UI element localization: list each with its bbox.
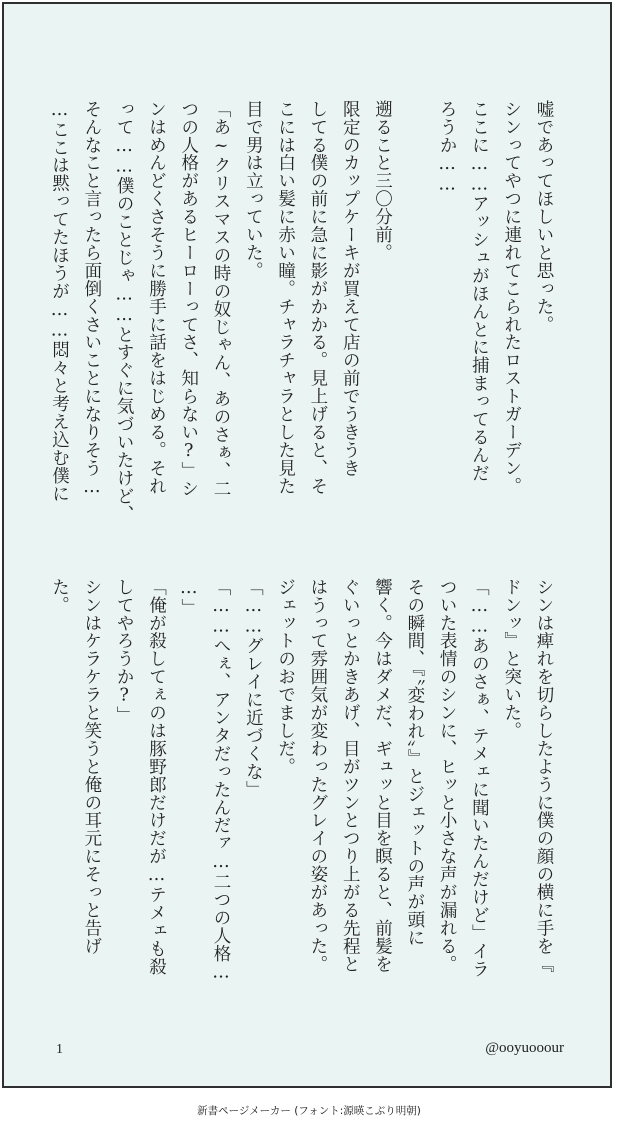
- lower-text-line: 「……グレイに近づくな」: [243, 578, 264, 799]
- upper-text-line: 遡ること三〇分前。: [372, 100, 393, 262]
- upper-text-block: [43, 100, 560, 540]
- footer-caption: 新書ページメーカー (フォント:源暎こぶり明朝): [197, 1105, 421, 1117]
- upper-text-line: つの人格があるヒーローってさ、知らない?」シ: [178, 100, 199, 498]
- lower-text-line: …」: [178, 578, 199, 617]
- author-handle: @ooyuooour: [485, 1040, 564, 1056]
- lower-text-line: 「……へぇ、アンタだったんだァ…二つの人格…: [211, 578, 232, 983]
- lower-text-block: [43, 578, 560, 1018]
- upper-text-line: シンってやつに連れてこられたロストガーデン。: [501, 100, 522, 495]
- upper-text-line: ンはめんどくさそうに勝手に話をはじめる。それ: [146, 100, 167, 495]
- lower-text-line: ジェットのおでましだ。: [275, 578, 296, 776]
- lower-text-line: 響く。今はダメだ、ギュッと目を瞑ると、前髪を: [372, 578, 393, 973]
- lower-text-line: シンは痺れを切らしたように僕の顔の横に手を『: [534, 578, 554, 973]
- upper-text-line: そんなこと言ったら面倒くさいことになりそう…: [81, 100, 102, 498]
- lower-text-line: はうって雰囲気が変わったグレイの姿があった。: [307, 578, 328, 973]
- lower-text-line: その瞬間、『〝変われ〟』とジェットの声が頭に: [404, 578, 425, 947]
- upper-text-line: ろうか……: [437, 100, 458, 195]
- lower-text-line: してやろうか?」: [114, 578, 135, 725]
- upper-text-line: 目で男は立っていた。: [243, 100, 264, 280]
- lower-text-line: シンはケラケラと笑うと俺の耳元にそっと告げ: [81, 578, 102, 955]
- lower-text-line: 「……あのさぁ、テメェに聞いたんだけど」イラ: [469, 578, 490, 978]
- upper-text-line: [399, 100, 431, 540]
- upper-text-line: 限定のカップケーキが買えて店の前でうきうき: [340, 100, 361, 477]
- upper-text-line: ここに……アッシュがほんとに捕まってるんだ: [469, 100, 490, 482]
- lower-text-line: ドンッ』と突いた。: [501, 578, 522, 740]
- upper-text-line: こには白い髪に赤い瞳。チャラチャラとした見た: [275, 100, 296, 495]
- lower-text-line: 「俺が殺してぇのは豚野郎だけだが…テメェも殺: [146, 578, 167, 976]
- upper-text-line: って……僕のことじゃ……とすぐに気づいたけど、: [114, 100, 135, 523]
- page-number: 1: [56, 1042, 63, 1057]
- lower-text-line: ついた表情のシンに、ヒッと小さな声が漏れる。: [437, 578, 458, 973]
- book-page: [2, 2, 612, 1088]
- upper-text-line: 嘘であってほしいと思った。: [534, 100, 554, 334]
- upper-text-line: …ここは黙ってたほうが……悶々と考え込む僕に: [49, 100, 70, 503]
- lower-text-line: た。: [49, 578, 70, 614]
- upper-text-line: 「あ~クリスマスの時の奴じゃん、あのさぁ、二: [211, 100, 232, 498]
- upper-text-line: してる僕の前に急に影がかかる。見上げると、そ: [307, 100, 328, 495]
- lower-text-line: ぐいっとかきあげ、目がツンとつり上がる先程と: [340, 578, 361, 973]
